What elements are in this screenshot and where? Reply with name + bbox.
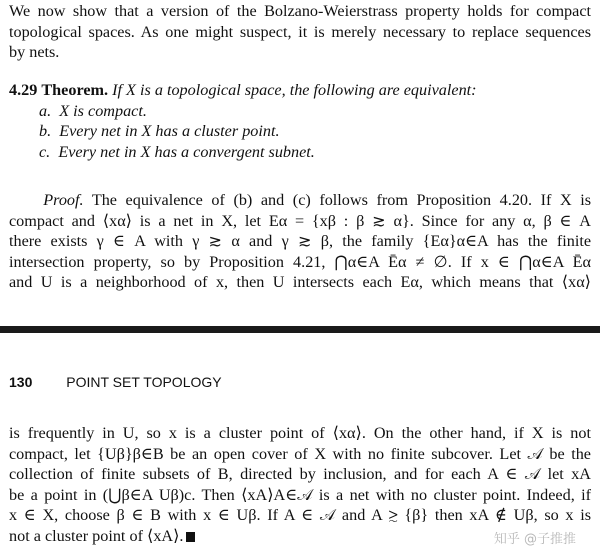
cont-line-5: x ∈ X, choose β ∈ B with x ∈ Uβ. If A ∈ 𝒜 and A ≳ {β} then xA ∉ Uβ, so x is [9,506,591,524]
theorem-block [9,80,591,162]
cont-line-2: compact, let {Uβ}β∈B be an open cover of X with no finite subcover. Let 𝒜 be the [9,444,591,463]
page-number: 130 [9,374,33,390]
proof-line-1: Proof. The equivalence of (b) and (c) follows from Proposition 4.20. If X is [43,191,591,209]
running-head [9,374,222,390]
proof-line-2: compact and ⟨xα⟩ is a net in X, let Eα = {xβ : β ≳ α}. Since for any α, β ∈ A [9,211,591,230]
proof-line-3: there exists γ ∈ A with γ ≳ α and γ ≳ β, the family {Eα}α∈A has the finite [9,232,591,250]
proof-line-4: intersection property, so by Proposition 4.21, ⋂α∈A Ēα ≠ ∅. If x ∈ ⋂α∈A Ēα [9,252,591,271]
theorem-item-b: b. Every net in X has a cluster point. [39,122,280,140]
running-title: POINT SET TOPOLOGY [66,374,222,390]
theorem-item-a: a. X is compact. [39,101,147,120]
theorem-number: 4.29 [9,81,38,99]
intro-line-3: by nets. [9,43,60,61]
proof-line-5: and U is a neighborhood of x, then U intersects each Eα, which means that ⟨xα⟩ [9,273,591,291]
intro-line-2: topological spaces. As one might suspect, it is merely necessary to replace sequences [9,22,591,41]
proof-paragraph [9,190,591,293]
cont-line-4: be a point in (⋃β∈A Uβ)c. Then ⟨xA⟩A∈𝒜 is a net with no cluster point. Indeed, if [9,485,591,504]
proof-label: Proof. [43,191,84,209]
page-separator [0,326,600,333]
theorem-item-c: c. Every net in X has a convergent subnet. [39,142,315,161]
qed-square-icon [186,532,195,542]
intro-line-1: We now show that a version of the Bolzano-Weierstrass property holds for compact [9,2,591,20]
cont-line-1: is frequently in U, so x is a cluster point of ⟨xα⟩. On the other hand, if X is not [9,424,591,442]
theorem-statement: If X is a topological space, the following are equivalent: [112,81,477,99]
cont-line-3: collection of finite subsets of B, directed by inclusion, and for each A ∈ 𝒜 let xA [9,465,591,483]
intro-paragraph [9,1,591,63]
theorem-label: Theorem. [41,81,109,99]
cont-line-6: not a cluster point of ⟨xA⟩. [9,526,591,547]
watermark: 知乎 @子推推 [493,532,576,547]
